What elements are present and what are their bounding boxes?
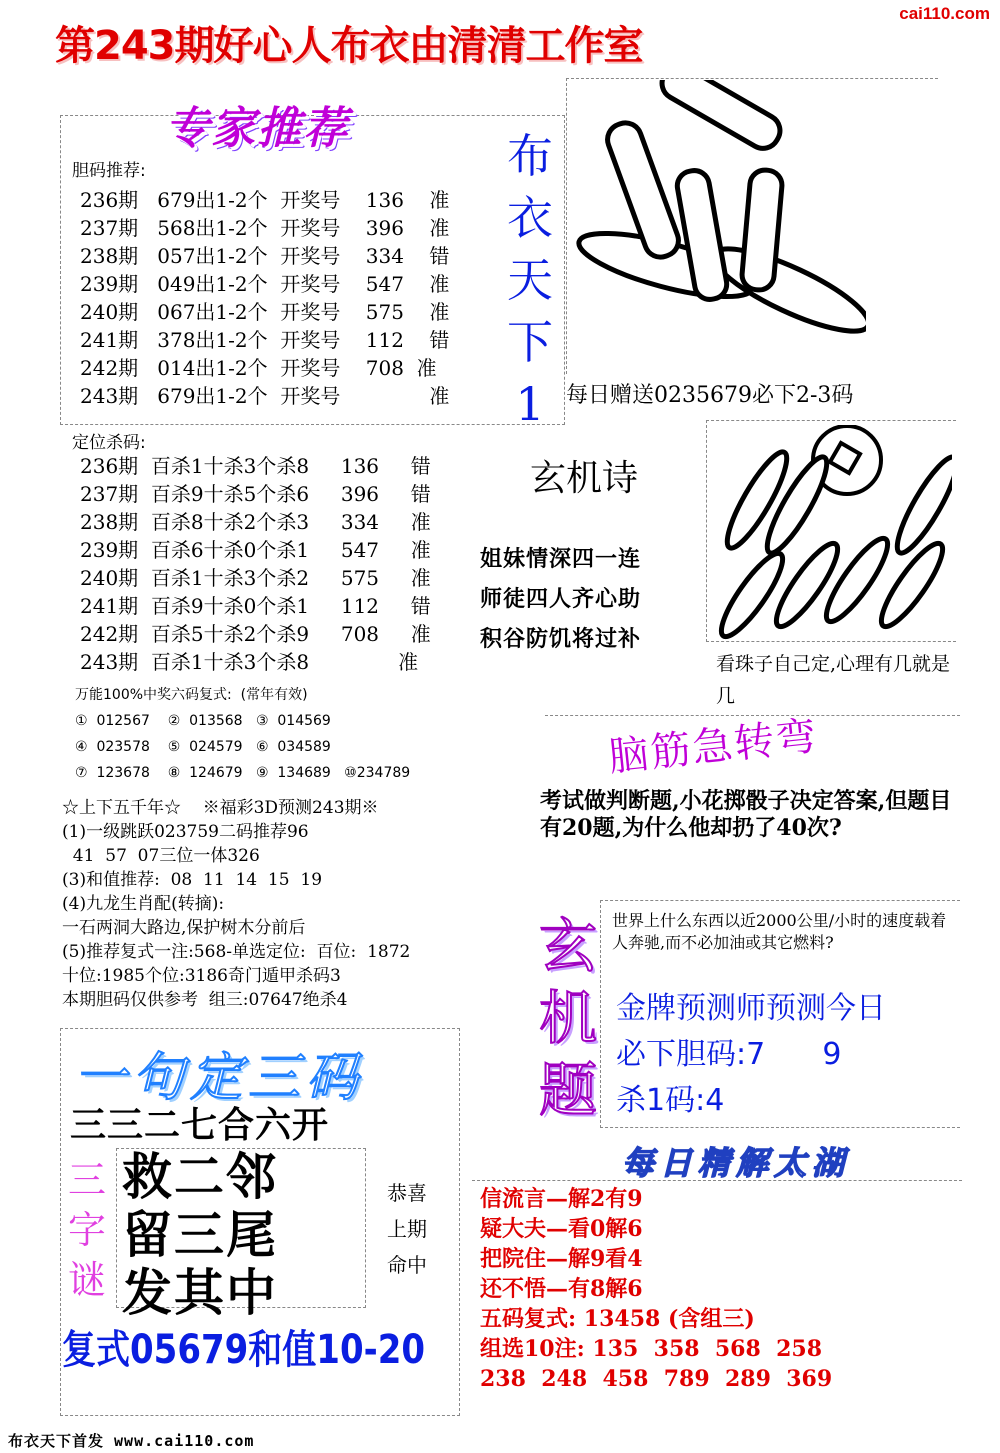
kill-row: 242期 百杀5十杀2个杀9 708 准	[80, 622, 431, 646]
three-char-char: 三	[67, 1158, 106, 1202]
poem-line: 师徒四人齐心助	[480, 587, 642, 612]
taihu-line: 把院住—解9看4	[480, 1246, 643, 1272]
taihu-line: 疑大夫—看0解6	[480, 1216, 643, 1242]
six-code-list	[75, 708, 410, 786]
gold-line: 金牌预测师预测今日	[616, 991, 886, 1026]
congrats-line: 恭喜	[387, 1181, 427, 1205]
six-code-row: ⑦ 123678 ⑧ 124679 ⑨ 134689 ⑩234789	[75, 765, 411, 781]
taihu-title: 每日精解太湖	[622, 1144, 851, 1182]
three-char-char: 谜	[67, 1258, 106, 1302]
expert-heading: 专家推荐	[165, 103, 349, 154]
brain-teaser-title: 脑筋急转弯	[606, 713, 821, 781]
beads-picture	[712, 425, 952, 640]
poem-title: 玄机诗	[530, 458, 639, 499]
reference-line: (3)和值推荐: 08 11 14 15 19	[62, 870, 323, 890]
one-sentence-text: 三三二七合六开	[70, 1105, 330, 1146]
danma-row: 243期 679出1-2个 开奖号 准	[80, 384, 450, 408]
reference-line: (5)推荐复式一注:568-单选定位: 百位: 1872	[62, 942, 411, 962]
taihu-lines	[480, 1184, 832, 1394]
danma-list	[80, 186, 449, 410]
kill-row: 238期 百杀8十杀2个杀3 334 准	[80, 510, 431, 534]
divider	[472, 1180, 962, 1182]
congrats-line: 上期	[387, 1217, 427, 1241]
congrats-text	[382, 1175, 432, 1283]
danma-row: 237期 568出1-2个 开奖号 396 准	[80, 216, 450, 240]
reference-line: 41 57 07三位一体326	[62, 846, 260, 866]
kill-row: 239期 百杀6十杀0个杀1 547 准	[80, 538, 431, 562]
kill-row: 241期 百杀9十杀0个杀1 112 错	[80, 594, 431, 618]
taihu-line: 组选10注: 135 358 568 258	[480, 1336, 823, 1362]
six-code-label: 万能100%中奖六码复式: (常年有效)	[75, 687, 308, 703]
buyi-char: 1	[515, 377, 545, 431]
congrats-line: 命中	[387, 1253, 427, 1277]
xuanji-question-text: 世界上什么东西以近2000公里/小时的速度载着人奔驰,而不必加油或其它燃料?	[612, 911, 947, 952]
taihu-line: 五码复式: 13458 (含组三)	[480, 1306, 755, 1332]
kill-row: 243期 百杀1十杀3个杀8 准	[80, 650, 419, 674]
danma-row: 239期 049出1-2个 开奖号 547 准	[80, 272, 450, 296]
gold-line: 杀1码:4	[616, 1083, 725, 1118]
buyi-vertical-title	[495, 125, 565, 435]
kill-row: 237期 百杀9十杀5个杀6 396 错	[80, 482, 431, 506]
three-char-title	[62, 1155, 112, 1305]
gold-line: 必下胆码:7 9	[616, 1037, 842, 1072]
reference-block	[62, 796, 410, 1012]
riddle-line: 发其中	[122, 1263, 278, 1322]
beads-note: 看珠子自己定,心理有几就是几	[716, 653, 951, 707]
danma-label: 胆码推荐:	[72, 161, 146, 181]
fushi-text: 复式05679和值10-20	[62, 1327, 426, 1373]
buyi-char: 布	[507, 129, 553, 183]
danma-row: 238期 057出1-2个 开奖号 334 错	[80, 244, 450, 268]
riddle-line: 留三尾	[122, 1205, 278, 1264]
one-sentence-title: 一句定三码	[74, 1048, 365, 1108]
daily-gift-text: 每日赠送0235679必下2-3码	[566, 383, 854, 408]
danma-row: 240期 067出1-2个 开奖号 575 准	[80, 300, 450, 324]
xuanji-char: 玄	[538, 912, 597, 980]
reference-line: (1)一级跳跃023759二码推荐96	[62, 822, 309, 842]
taihu-line: 238 248 458 789 289 369	[480, 1366, 833, 1392]
site-logo[interactable]: cai110.com	[899, 4, 990, 23]
reference-line: 十位:1985个位:3186奇门遁甲杀码3	[62, 966, 341, 986]
three-char-char: 字	[67, 1208, 106, 1252]
poem-lines	[480, 540, 641, 660]
danma-row: 236期 679出1-2个 开奖号 136 准	[80, 188, 450, 212]
xuanji-char: 题	[538, 1056, 597, 1124]
xuanji-char: 机	[538, 984, 597, 1052]
poem-line: 积谷防饥将过补	[480, 627, 642, 652]
kill-label: 定位杀码:	[72, 433, 146, 453]
danma-row: 242期 014出1-2个 开奖号 708 准	[80, 356, 437, 380]
kill-row: 236期 百杀1十杀3个杀8 136 错	[80, 454, 431, 478]
kill-row: 240期 百杀1十杀3个杀2 575 准	[80, 566, 431, 590]
reference-line: 本期胆码仅供参考 组三:07647绝杀4	[62, 990, 348, 1010]
danma-row: 241期 378出1-2个 开奖号 112 错	[80, 328, 450, 352]
riddle-text	[122, 1148, 278, 1322]
riddle-line: 救二邻	[122, 1147, 278, 1206]
reference-line: 一石两洞大路边,保护树木分前后	[62, 918, 306, 938]
six-code-row: ④ 023578 ⑤ 024579 ⑥ 034589	[75, 739, 331, 755]
buyi-char: 衣	[507, 191, 553, 245]
gold-prediction	[616, 986, 886, 1124]
buyi-char: 下	[507, 315, 553, 369]
chopsticks-picture	[566, 80, 866, 380]
taihu-line: 信流言—解2有9	[480, 1186, 643, 1212]
buyi-char: 天	[507, 253, 553, 307]
kill-list	[80, 452, 431, 676]
taihu-line: 还不悟—有8解6	[480, 1276, 643, 1302]
page-title: 第243期好心人布衣由清清工作室	[55, 23, 643, 69]
poem-line: 姐妹情深四一连	[480, 547, 642, 572]
six-code-row: ① 012567 ② 013568 ③ 014569	[75, 713, 331, 729]
brain-teaser-question: 考试做判断题,小花掷骰子决定答案,但题目有20题,为什么他却扔了40次?	[540, 788, 952, 841]
reference-line: ☆上下五千年☆ ※福彩3D预测243期※	[62, 798, 379, 818]
reference-line: (4)九龙生肖配(转摘):	[62, 894, 225, 914]
xuanji-question-title	[538, 910, 598, 1126]
footer-text: 布衣天下首发 www.cai110.com	[8, 1432, 255, 1450]
